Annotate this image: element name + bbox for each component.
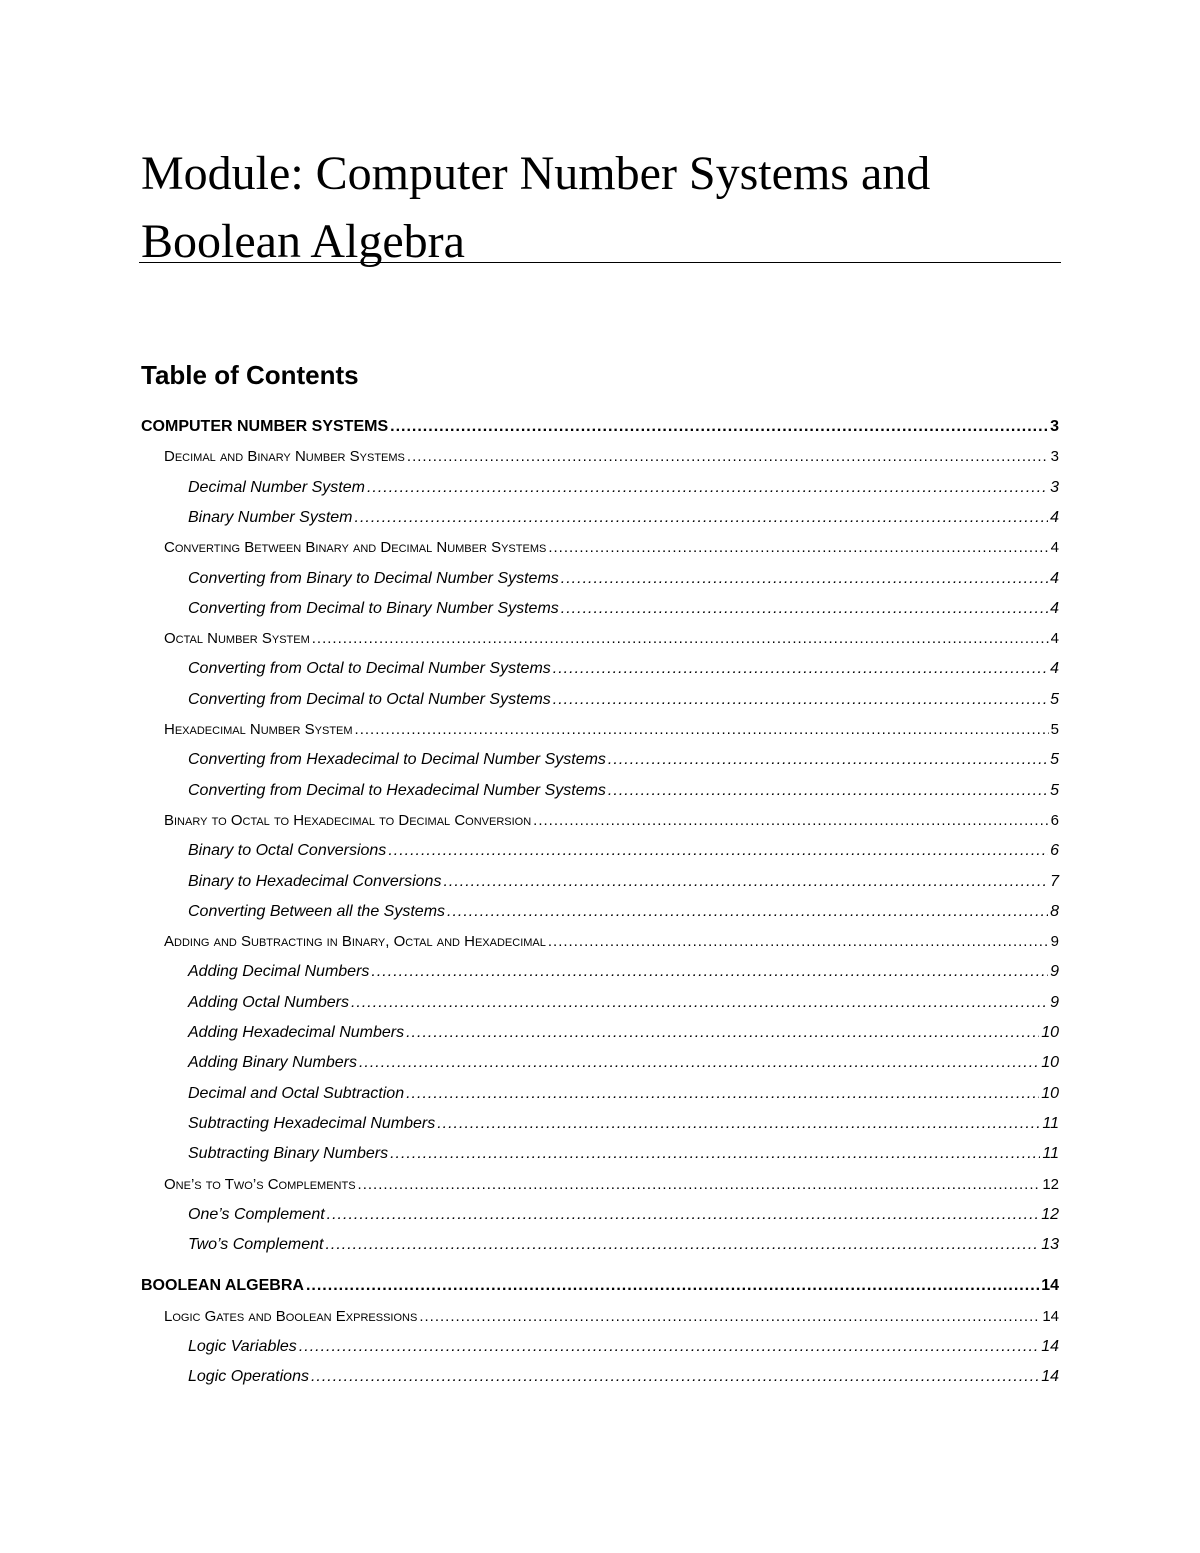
toc-entry-label: Converting from Octal to Decimal Number Systems (188, 660, 551, 678)
toc-entry-page-number: 3 (1050, 418, 1059, 435)
toc-entry-page-number: 3 (1050, 448, 1059, 466)
dot-leader (608, 745, 1048, 775)
toc-entry-label: COMPUTER NUMBER SYSTEMS (141, 418, 389, 435)
toc-entry-page-number: 4 (1050, 599, 1059, 617)
toc-entry[interactable] (141, 1332, 1059, 1362)
dot-leader (355, 715, 1049, 745)
toc-entry-page-number: 14 (1041, 1277, 1059, 1295)
toc-entry[interactable] (141, 533, 1059, 563)
toc-entry[interactable] (141, 1048, 1059, 1078)
toc-entry-page-number: 4 (1050, 660, 1059, 678)
toc-entry[interactable] (141, 897, 1059, 927)
toc-entry-page-number: 5 (1050, 751, 1059, 769)
toc-entry-label: Converting from Decimal to Hexadecimal Number Systems (188, 781, 606, 799)
toc-entry-page-number: 4 (1050, 630, 1059, 648)
toc-entry-label: Decimal Number System (188, 478, 365, 496)
toc-entry-page-number: 12 (1042, 1175, 1059, 1193)
page-title: Module: Computer Number Systems and Boolean Algebra (141, 147, 931, 268)
toc-entry-page-number: 9 (1050, 993, 1059, 1011)
dot-leader (390, 1139, 1040, 1169)
toc-entry-label: One’s Complement (188, 1205, 325, 1223)
dot-leader (548, 927, 1049, 957)
toc-entry-page-number: 5 (1050, 781, 1059, 799)
toc-entry-page-number: 14 (1042, 1307, 1059, 1325)
toc-entry-label: Adding Binary Numbers (188, 1054, 357, 1072)
dot-leader (358, 1170, 1041, 1200)
toc-entry-label: Adding Octal Numbers (188, 993, 349, 1011)
toc-entry[interactable] (141, 1271, 1059, 1301)
toc-entry[interactable] (141, 745, 1059, 775)
toc-entry-page-number: 7 (1050, 872, 1059, 890)
dot-leader (553, 654, 1048, 684)
toc-entry[interactable] (141, 988, 1059, 1018)
dot-leader (312, 624, 1049, 654)
toc-entry-label: Logic Gates and Boolean Expressions (164, 1307, 418, 1325)
toc-entry-label: Converting Between Binary and Decimal Number Systems (164, 539, 547, 557)
dot-leader (553, 685, 1048, 715)
dot-leader (299, 1332, 1039, 1362)
toc-entry[interactable] (141, 1079, 1059, 1109)
toc-entry-label: Converting Between all the Systems (188, 902, 446, 920)
toc-entry-page-number: 9 (1050, 963, 1059, 981)
dot-leader (548, 533, 1048, 563)
toc-entry[interactable] (141, 927, 1059, 957)
dot-leader (311, 1362, 1039, 1392)
dot-leader (371, 957, 1048, 987)
dot-leader (437, 1109, 1040, 1139)
toc-entry-page-number: 13 (1041, 1236, 1059, 1254)
toc-entry[interactable] (141, 503, 1059, 533)
dot-leader (367, 473, 1048, 503)
toc-entry[interactable] (141, 776, 1059, 806)
dot-leader (351, 988, 1048, 1018)
toc-entry-label: Adding Hexadecimal Numbers (188, 1024, 405, 1041)
toc-entry-label: Binary to Octal Conversions (188, 842, 387, 860)
toc-entry-page-number: 5 (1050, 721, 1059, 738)
toc-entry[interactable] (141, 624, 1059, 654)
toc-entry-label: Logic Variables (188, 1338, 297, 1355)
toc-entry[interactable] (141, 1200, 1059, 1230)
dot-leader (355, 503, 1049, 533)
toc-entry-page-number: 4 (1050, 569, 1059, 587)
toc-entry-label: Subtracting Hexadecimal Numbers (188, 1114, 436, 1132)
toc-entry-page-number: 11 (1042, 1145, 1059, 1163)
toc-entry-page-number: 14 (1041, 1338, 1059, 1355)
toc-entry-label: Adding Decimal Numbers (188, 963, 370, 981)
dot-leader (406, 1018, 1039, 1048)
toc-entry-label: Decimal and Octal Subtraction (188, 1084, 405, 1102)
dot-leader (407, 442, 1049, 472)
toc-entry-label: Two’s Complement (188, 1236, 324, 1254)
toc-entry[interactable] (141, 1170, 1059, 1200)
toc-entry-label: Hexadecimal Number System (164, 721, 353, 738)
toc-entry-page-number: 5 (1050, 690, 1059, 708)
toc-entry-label: Binary to Octal to Hexadecimal to Decimal Conversion (164, 811, 532, 829)
dot-leader (325, 1230, 1039, 1260)
toc-entry-page-number: 10 (1041, 1054, 1059, 1072)
toc-entry-page-number: 3 (1050, 478, 1059, 496)
toc-entry[interactable] (141, 1139, 1059, 1169)
toc-entry-page-number: 9 (1050, 933, 1059, 951)
toc-entry-label: One’s to Two’s Complements (164, 1175, 356, 1193)
toc-entry-label: Logic Operations (188, 1368, 309, 1386)
toc-entry-page-number: 10 (1041, 1084, 1059, 1102)
toc-entry-label: BOOLEAN ALGEBRA (141, 1277, 304, 1295)
dot-leader (608, 776, 1048, 806)
toc-entry-page-number: 11 (1042, 1114, 1059, 1132)
title-underline (139, 262, 1061, 263)
dot-leader (406, 1079, 1039, 1109)
toc-entry-label: Converting from Binary to Decimal Number Systems (188, 569, 559, 587)
toc-entry[interactable] (141, 442, 1059, 472)
toc-entry[interactable] (141, 1109, 1059, 1139)
toc-entry[interactable] (141, 685, 1059, 715)
toc-entry[interactable] (141, 1018, 1059, 1048)
toc-entry-label: Converting from Decimal to Binary Number Systems (188, 599, 559, 617)
toc-entry[interactable] (141, 957, 1059, 987)
toc-entry-page-number: 8 (1050, 902, 1059, 920)
dot-leader (533, 806, 1048, 836)
toc-entry-page-number: 4 (1050, 539, 1059, 557)
toc-entry[interactable] (141, 473, 1059, 503)
toc-entry[interactable] (141, 1230, 1059, 1260)
dot-leader (359, 1048, 1039, 1078)
dot-leader (447, 897, 1048, 927)
toc-entry[interactable] (141, 867, 1059, 897)
toc-entry-label: Decimal and Binary Number Systems (164, 448, 405, 466)
toc-entry[interactable] (141, 806, 1059, 836)
toc-entry-page-number: 12 (1041, 1205, 1059, 1223)
toc-entry-page-number: 6 (1050, 842, 1059, 860)
dot-leader (561, 594, 1048, 624)
toc-entry[interactable] (141, 412, 1059, 442)
dot-leader (306, 1271, 1039, 1301)
dot-leader (443, 867, 1048, 897)
toc-entry-page-number: 6 (1050, 811, 1059, 829)
toc-entry-page-number: 14 (1041, 1368, 1059, 1386)
dot-leader (388, 836, 1048, 866)
dot-leader (327, 1200, 1040, 1230)
toc-entry-label: Adding and Subtracting in Binary, Octal and Hexadecimal (164, 933, 546, 951)
toc-entry-label: Converting from Decimal to Octal Number Systems (188, 690, 551, 708)
toc-entry-label: Binary to Hexadecimal Conversions (188, 872, 442, 890)
toc-entry[interactable] (141, 715, 1059, 745)
toc-entry-page-number: 4 (1050, 508, 1059, 526)
toc-entry-label: Binary Number System (188, 508, 353, 526)
toc-entry[interactable] (141, 836, 1059, 866)
toc-entry-label: Octal Number System (164, 630, 310, 648)
toc-entry-page-number: 10 (1041, 1024, 1059, 1041)
dot-leader (561, 564, 1048, 594)
dot-leader (390, 412, 1048, 442)
toc-entry[interactable] (141, 1302, 1059, 1332)
toc-entry[interactable] (141, 594, 1059, 624)
toc-entry[interactable] (141, 654, 1059, 684)
toc-entry-label: Converting from Hexadecimal to Decimal Number Systems (188, 751, 606, 769)
dot-leader (419, 1302, 1040, 1332)
toc-entry[interactable] (141, 564, 1059, 594)
toc-entry-label: Subtracting Binary Numbers (188, 1145, 389, 1163)
toc-entry[interactable] (141, 1362, 1059, 1392)
toc-heading: Table of Contents (141, 360, 359, 390)
